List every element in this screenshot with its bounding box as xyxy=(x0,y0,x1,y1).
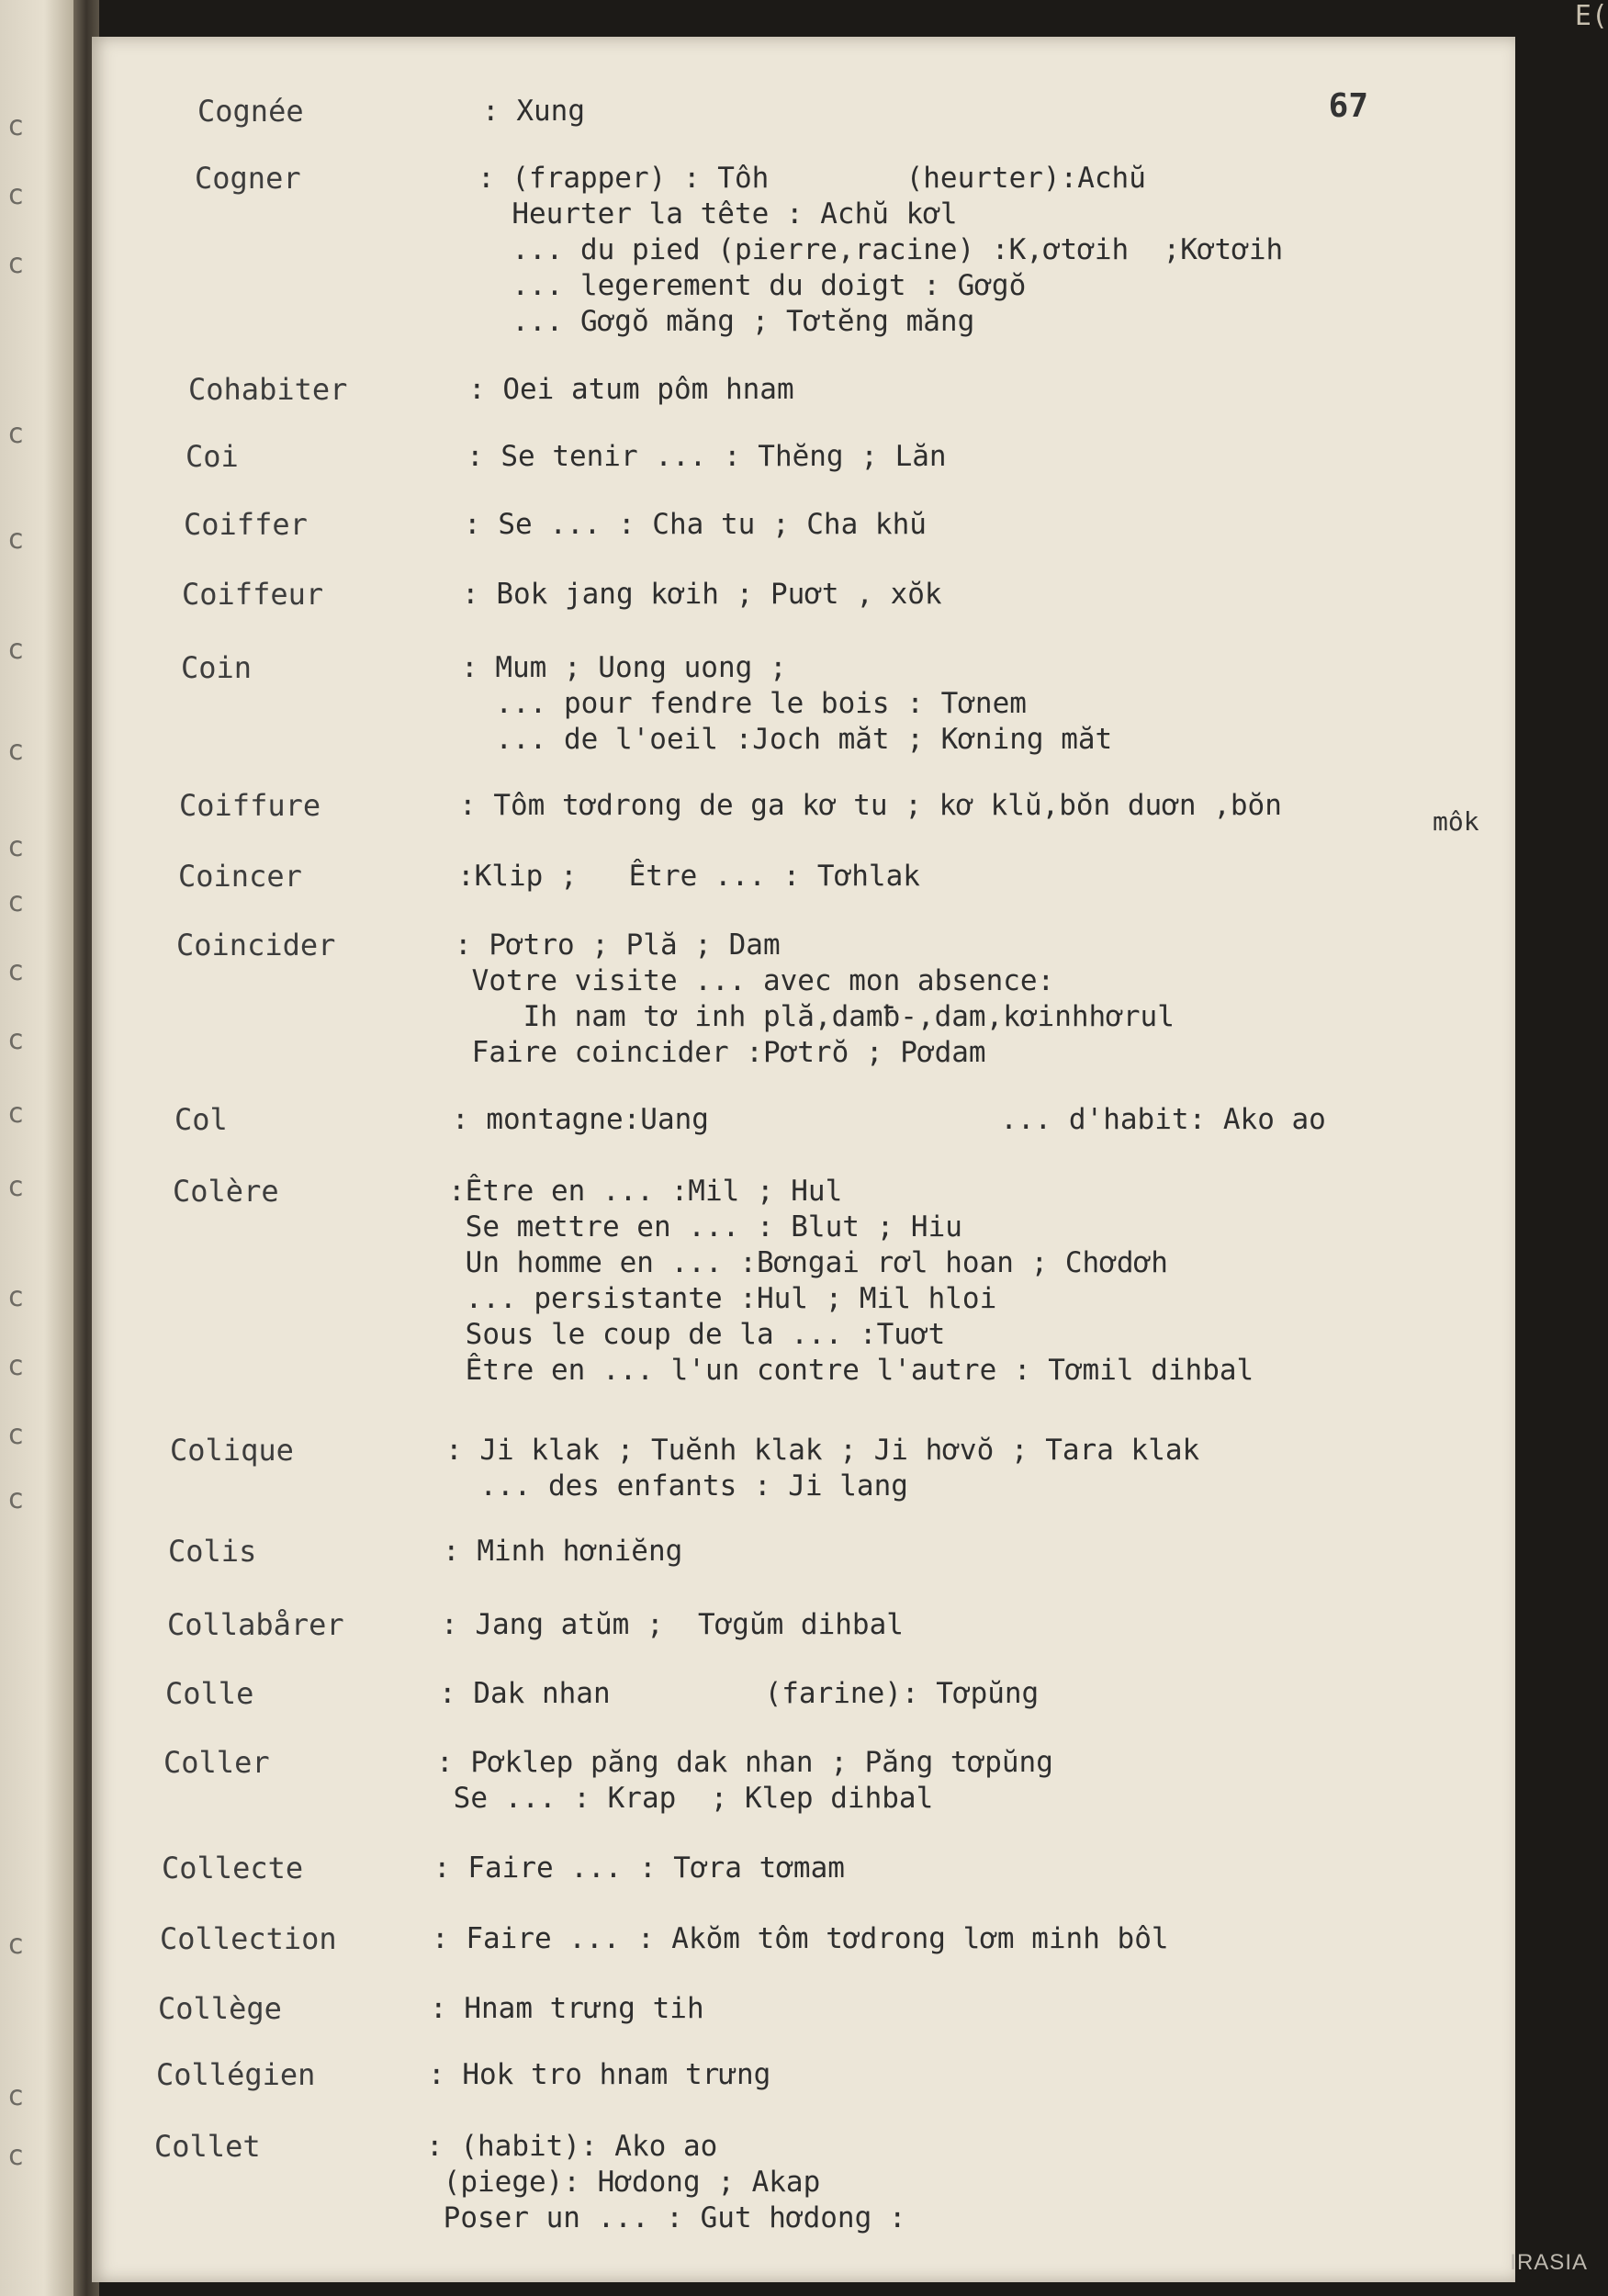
definition-line: :Klip ; Être ... : Tơhlak xyxy=(457,860,920,893)
facing-page-edge xyxy=(0,0,73,2296)
margin-letter: c xyxy=(7,418,25,450)
definition-line: : Se tenir ... : Thĕng ; Lăn xyxy=(467,440,947,473)
definition xyxy=(439,1676,1039,1712)
headword: Coincider xyxy=(176,928,336,962)
headword: Colère xyxy=(173,1174,279,1209)
headword: Collecte xyxy=(162,1851,304,1885)
margin-letter: c xyxy=(7,831,25,863)
archive-watermark: IRASIA xyxy=(1510,2250,1588,2275)
headword: Coiffeur xyxy=(182,577,324,612)
margin-letter: c xyxy=(7,248,25,280)
definition xyxy=(433,1851,845,1886)
headword: Col xyxy=(174,1102,228,1137)
definition-line: Un homme en ... :Bơngai rơl hoan ; Chơdơh xyxy=(448,1246,1168,1279)
definition-line: (piege): Hơdong ; Akap xyxy=(426,2166,821,2199)
definition xyxy=(482,94,585,129)
margin-letter: c xyxy=(7,1171,25,1203)
definition xyxy=(432,1921,1169,1957)
definition-line: Se ... : Krap ; Klep dihbal xyxy=(436,1782,934,1815)
headword: Coller xyxy=(163,1745,270,1780)
headword: Collet xyxy=(154,2129,261,2164)
headword: Colis xyxy=(168,1534,257,1569)
margin-letter: c xyxy=(7,1097,25,1130)
definition-line: : Bok jang kơih ; Puơt , xŏk xyxy=(462,578,942,611)
headword: Coiffer xyxy=(184,507,308,542)
definition-line: : (frapper) : Tôh (heurter):Achŭ xyxy=(478,162,1146,195)
definition xyxy=(452,1102,1326,1138)
definition xyxy=(441,1607,904,1643)
margin-letter: c xyxy=(7,1419,25,1451)
margin-letter: c xyxy=(7,634,25,666)
headword: Collection xyxy=(160,1921,337,1956)
margin-letter: c xyxy=(7,1281,25,1313)
headword: Cohabiter xyxy=(188,372,348,407)
definition-line: : Se ... : Cha tu ; Cha khŭ xyxy=(464,508,927,541)
margin-letter: c xyxy=(7,735,25,767)
margin-letter: c xyxy=(7,955,25,987)
margin-letter: c xyxy=(7,2140,25,2172)
definition xyxy=(468,372,794,408)
definition-line: : Xung xyxy=(482,95,585,128)
margin-letter: c xyxy=(7,523,25,556)
definition-line: Poser un ... : Gut hơdong : xyxy=(426,2201,906,2234)
page-number: 67 xyxy=(1328,87,1368,125)
definition-line: Se mettre en ... : Blut ; Hiu xyxy=(448,1210,962,1244)
definition-line: ... pour fendre le bois : Tơnem xyxy=(461,687,1027,720)
definition xyxy=(478,161,1283,340)
definition xyxy=(459,788,1282,824)
definition-line: : (habit): Ako ao xyxy=(426,2130,718,2163)
definition-line: ... Gơgŏ măng ; Tơtĕng măng xyxy=(478,305,975,338)
margin-letter: c xyxy=(7,110,25,142)
definition-line: : Pơtro ; Plă ; Dam xyxy=(455,929,781,962)
definition-line: Sous le coup de la ... :Tuơt xyxy=(448,1318,946,1351)
definition-line: Ih nam tơ inh plă,damƀ-,dam,kơinhhơrul xyxy=(455,1000,1175,1033)
headword: Colle xyxy=(165,1676,254,1711)
definition xyxy=(464,507,927,543)
headword: Coincer xyxy=(178,859,302,894)
headword: Cognée xyxy=(197,94,304,129)
margin-letter: c xyxy=(7,1929,25,1961)
definition-line: : Hok tro hnam trưng xyxy=(428,2058,771,2091)
margin-letter: c xyxy=(7,2080,25,2112)
definition-line: : Jang atŭm ; Tơgŭm dihbal xyxy=(441,1608,904,1641)
definition-line: Faire coincider :Pơtrŏ ; Pơdam xyxy=(455,1036,986,1069)
definition-line: : montagne:Uang ... d'habit: Ako ao xyxy=(452,1103,1326,1136)
definition-line: Votre visite ... avec mon absence: xyxy=(455,964,1055,997)
headword: Coin xyxy=(181,650,253,685)
definition-line: :Être en ... :Mil ; Hul xyxy=(448,1175,843,1208)
definition xyxy=(430,1991,704,2027)
definition-line: ... persistante :Hul ; Mil hloi xyxy=(448,1282,997,1315)
margin-letter: c xyxy=(7,1024,25,1056)
definition-line: ... des enfants : Ji lang xyxy=(445,1469,908,1503)
definition-line: : Minh hơniĕng xyxy=(443,1535,683,1568)
definition-line: : Ji klak ; Tuĕnh klak ; Ji hơvŏ ; Tara klak xyxy=(445,1434,1200,1467)
dictionary-page xyxy=(92,37,1515,2282)
headword: Collégien xyxy=(156,2057,316,2092)
definition xyxy=(455,928,1175,1071)
definition xyxy=(448,1174,1254,1389)
definition-line: ... legerement du doigt : Gơgŏ xyxy=(478,269,1027,302)
headword: Cogner xyxy=(195,161,301,196)
margin-letter: c xyxy=(7,1350,25,1382)
definition-line: : Faire ... : Akŏm tôm tơdrong lơm minh bôl xyxy=(432,1922,1169,1955)
definition xyxy=(445,1433,1199,1504)
definition xyxy=(436,1745,1053,1817)
definition xyxy=(461,650,1112,758)
corner-mark: E( xyxy=(1574,0,1608,32)
definition-line: : Hnam trưng tih xyxy=(430,1992,704,2025)
headword: Colique xyxy=(170,1433,294,1468)
margin-letter: c xyxy=(7,1483,25,1515)
definition xyxy=(462,577,942,613)
headword: Collège xyxy=(158,1991,282,2026)
definition xyxy=(467,439,947,475)
definition-line: Heurter la tête : Achŭ kơl xyxy=(478,197,958,231)
definition-line: : Mum ; Uong uong ; xyxy=(461,651,787,684)
definition xyxy=(426,2129,906,2236)
definition-line: : Faire ... : Tơra tơmam xyxy=(433,1851,845,1885)
headword: Coiffure xyxy=(179,788,321,823)
definition-line: Être en ... l'un contre l'autre : Tơmil dihbal xyxy=(448,1354,1254,1387)
definition-line: ... de l'oeil :Joch măt ; Kơning măt xyxy=(461,723,1113,756)
definition-line: : Pơklep păng dak nhan ; Păng tơpŭng xyxy=(436,1746,1053,1779)
definition xyxy=(443,1534,682,1570)
margin-letter: c xyxy=(7,179,25,211)
definition-line: : Dak nhan (farine): Tơpŭng xyxy=(439,1677,1040,1710)
handwritten-insertion: môk xyxy=(1433,806,1479,837)
definition-line: : Oei atum pôm hnam xyxy=(468,373,794,406)
headword: Coi xyxy=(186,439,239,474)
definition-line: : Tôm tơdrong de ga kơ tu ; kơ klŭ,bŏn duơn ,bŏn xyxy=(459,789,1282,822)
definition-line: ... du pied (pierre,racine) :K,ơtơih ;Kơtơih xyxy=(478,233,1284,266)
definition xyxy=(457,859,920,895)
headword: Collabårer xyxy=(167,1607,344,1642)
definition xyxy=(428,2057,770,2093)
margin-letter: c xyxy=(7,886,25,918)
